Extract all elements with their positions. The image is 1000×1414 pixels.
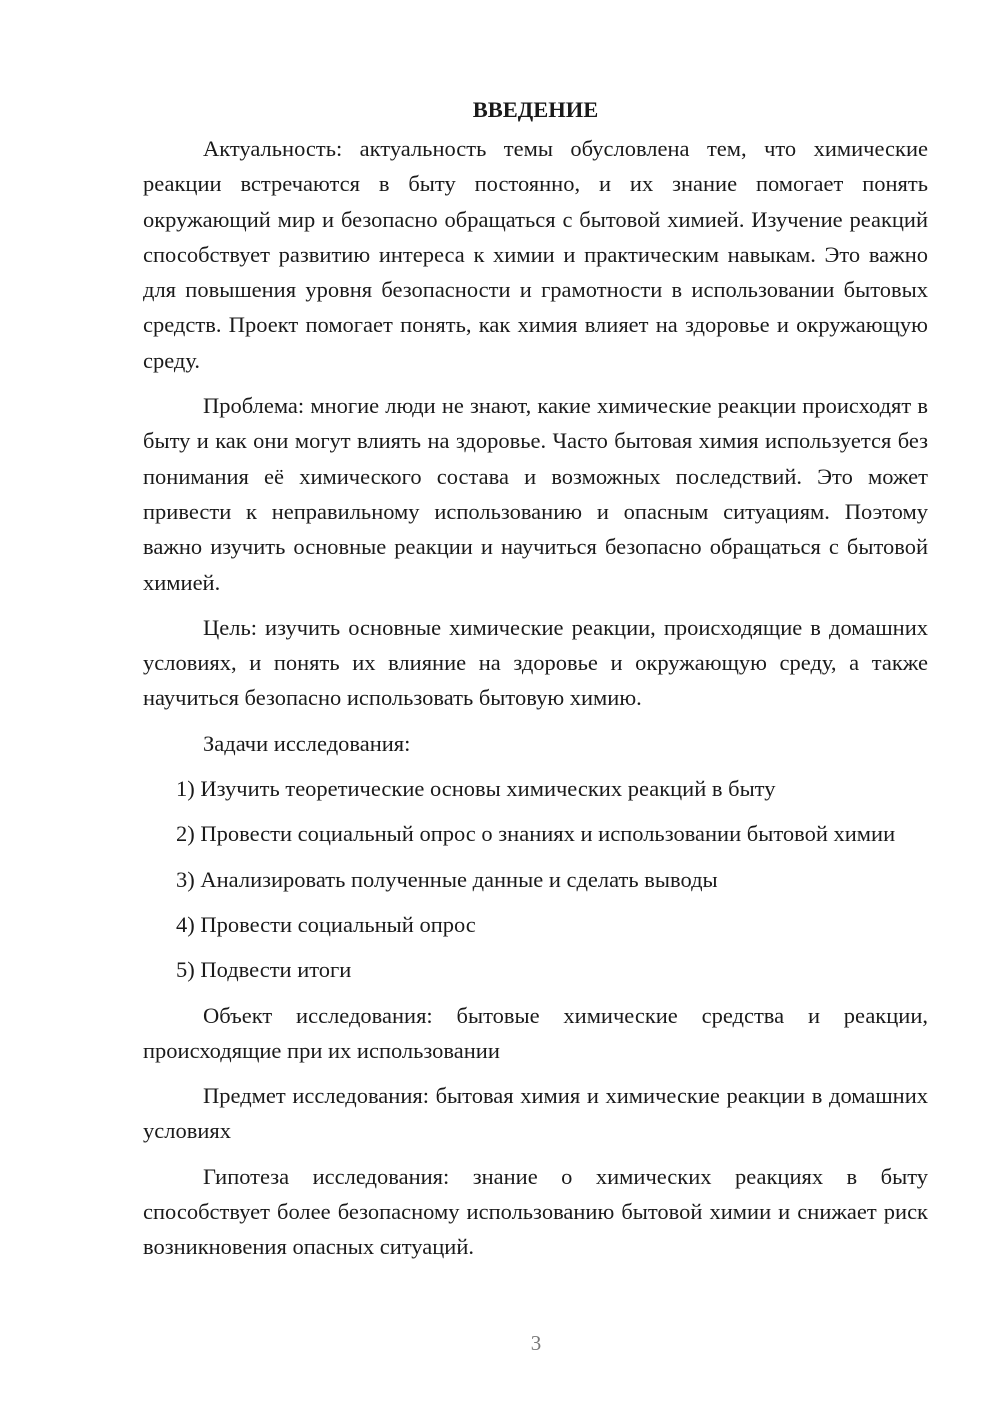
- list-item: 3) Анализировать полученные данные и сделать выводы: [176, 866, 718, 892]
- list-item: 4) Провести социальный опрос: [176, 911, 476, 937]
- section-heading: ВВЕДЕНИЕ: [472, 97, 599, 122]
- hypothesis-paragraph: Гипотеза исследования: знание о химических реакциях в быту способствует более безопасному использованию бытовой химии и снижает риск возникновения опасных ситуаций.: [143, 1163, 928, 1260]
- relevance-paragraph: Актуальность: актуальность темы обусловлена тем, что химические реакции встречаются в быту постоянно, и их знание помогает понять окружающий мир и безопасно обращаться с бытовой химией. Изучение реакций способствует развитию интереса к химии и практическим навыкам. Это важно для повышения уровня безопасности и грамотности в использовании бытовых средств. Проект помогает понять, как химия влияет на здоровье и окружающую среду.: [143, 136, 928, 373]
- tasks-list: [143, 771, 928, 987]
- tasks-title: Задачи исследования:: [203, 730, 411, 756]
- problem-paragraph: Проблема: многие люди не знают, какие химические реакции происходят в быту и как они могут влиять на здоровье. Часто бытовая химия используется без понимания её химического состава и возможных последствий. Это может привести к неправильному использованию и опасным ситуациям. Поэтому важно изучить основные реакции и научиться безопасно обращаться с бытовой химией.: [143, 393, 928, 595]
- subject-paragraph: Предмет исследования: бытовая химия и химические реакции в домашних условиях: [143, 1083, 928, 1144]
- list-item: 2) Провести социальный опрос о знаниях и использовании бытовой химии: [176, 821, 896, 847]
- page-number: 3: [530, 1331, 542, 1355]
- page-body: [143, 92, 928, 1275]
- object-paragraph: Объект исследования: бытовые химические средства и реакции, происходящие при их использовании: [143, 1002, 928, 1063]
- list-item: 5) Подвести итоги: [176, 957, 352, 983]
- list-item: 1) Изучить теоретические основы химических реакций в быту: [176, 776, 776, 802]
- goal-paragraph: Цель: изучить основные химические реакции, происходящие в домашних условиях, и понять их влияние на здоровье и окружающую среду, а также научиться безопасно использовать бытовую химию.: [143, 614, 928, 711]
